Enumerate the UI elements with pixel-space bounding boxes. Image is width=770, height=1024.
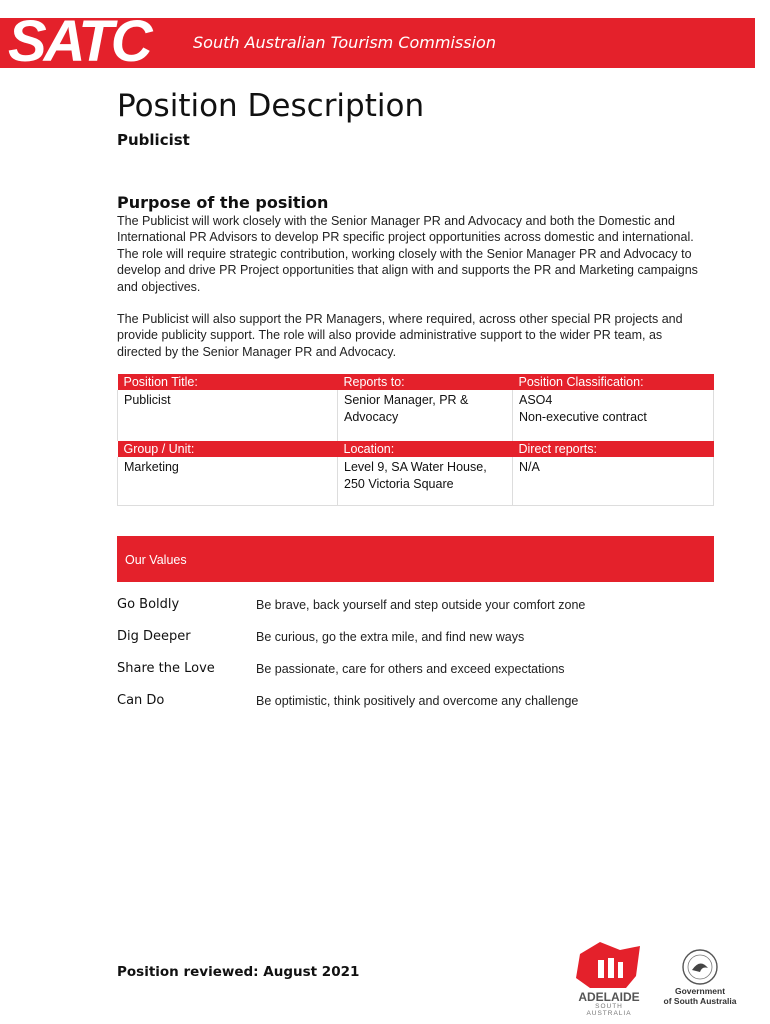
- location-line-1: Level 9, SA Water House,: [344, 460, 487, 474]
- value-item: [117, 661, 717, 679]
- value-description: Be optimistic, think positively and overcome any challenge: [256, 694, 579, 708]
- direct-reports-label: Direct reports:: [513, 441, 714, 457]
- details-header-row: [118, 441, 714, 457]
- purpose-paragraph-1: The Publicist will work closely with the Senior Manager PR and Advocacy and both the Domestic and International PR Advisors to develop PR specific project opportunities across domestic and international. The role will require strategic contribution, working closely with the Senior Manager PR and Advocacy to develop and drive PR Project opportunities that align with and supports the PR and Marketing campaigns and objectives.: [117, 214, 698, 294]
- details-value-row: [118, 390, 714, 441]
- position-title-label: Position Title:: [118, 374, 338, 390]
- adelaide-logo-subtext: SOUTH AUSTRALIA: [586, 1003, 632, 1017]
- values-heading: Our Values: [125, 553, 187, 567]
- position-details-table: [117, 374, 714, 506]
- value-name: Go Boldly: [117, 597, 180, 612]
- purpose-heading: Purpose of the position: [117, 193, 329, 212]
- location-line-2: 250 Victoria Square: [344, 476, 454, 491]
- organisation-name: South Australian Tourism Commission: [193, 33, 496, 52]
- classification-contract: Non-executive contract: [519, 409, 647, 424]
- direct-reports-value: N/A: [513, 457, 714, 506]
- piping-shrike-seal-icon: [680, 948, 720, 986]
- value-name: Can Do: [117, 693, 165, 708]
- position-reviewed-date: Position reviewed: August 2021: [117, 964, 360, 980]
- group-value: Marketing: [118, 457, 338, 506]
- position-title-value: Publicist: [118, 390, 338, 441]
- value-item: [117, 629, 717, 647]
- value-description: Be passionate, care for others and exceed expectations: [256, 662, 565, 676]
- classification-label: Position Classification:: [513, 374, 714, 390]
- classification-level: ASO4: [519, 393, 553, 407]
- group-label: Group / Unit:: [118, 441, 338, 457]
- location-value: [338, 457, 513, 506]
- classification-value: [513, 390, 714, 441]
- value-description: Be curious, go the extra mile, and find new ways: [256, 630, 525, 644]
- government-logo-text: [658, 986, 742, 1006]
- adelaide-map-icon: [570, 940, 646, 990]
- adelaide-south-australia-logo: [570, 940, 646, 1017]
- value-description: Be brave, back yourself and step outside your comfort zone: [256, 598, 586, 612]
- value-item: [117, 693, 717, 711]
- value-name: Share the Love: [117, 661, 215, 676]
- location-label: Location:: [338, 441, 513, 457]
- details-header-row: [118, 374, 714, 390]
- values-banner: [117, 536, 714, 582]
- government-of-south-australia-logo: [658, 948, 742, 1014]
- gov-line-1: Government: [674, 986, 726, 996]
- page-title: Position Description: [117, 88, 425, 124]
- details-value-row: [118, 457, 714, 506]
- value-name: Dig Deeper: [117, 629, 191, 644]
- reports-to-value: Senior Manager, PR & Advocacy: [338, 390, 513, 441]
- reports-to-label: Reports to:: [338, 374, 513, 390]
- purpose-paragraph-2: The Publicist will also support the PR Managers, where required, across other special PR projects and provide publicity support. The role will also provide administrative support to the wider PR team, as directed by the Senior Manager PR and Advocacy.: [117, 312, 683, 359]
- satc-logo: SATC: [8, 16, 150, 68]
- gov-line-2: of South Australia: [663, 996, 737, 1006]
- value-item: [117, 597, 717, 615]
- adelaide-logo-text: ADELAIDE: [578, 990, 640, 1004]
- position-subtitle: Publicist: [117, 131, 190, 149]
